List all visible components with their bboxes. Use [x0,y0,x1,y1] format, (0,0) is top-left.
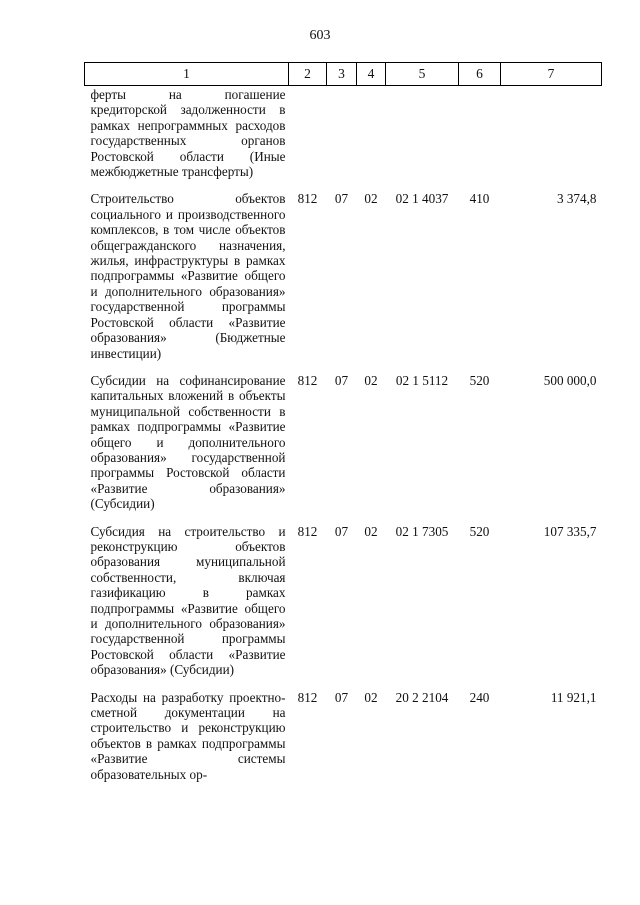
row-amount: 3 374,8 [556,191,597,207]
table-row [85,690,602,794]
row-code: 812 [297,523,318,539]
row-description: Строительство объектов социального и производственного комплексов, в том числе объектов общегражданского назначения, жилья, инфраструктуры в рамках подпрограммы «Развитие общего и дополнительного образования» государственной программы Ростовской области «Развитие образования» (Бюджетные инвестиции) [90,191,286,361]
row-amount: 500 000,0 [543,372,597,388]
row-description: Субсидии на софинансирование капитальных вложений в объекты муниципальной собственности в рамках подпрограммы «Развитие общего и дополнительного образования» государственной программы Ростовской области «Развитие образования» (Субсидии) [90,372,286,512]
row-expense-type: 520 [469,523,490,539]
row-code [289,86,327,192]
column-header-description: 1 [85,63,289,86]
column-header-section: 3 [327,63,357,86]
row-subsection: 02 [364,191,378,207]
row-code: 812 [297,689,318,705]
column-header-target: 5 [386,63,459,86]
row-target: 02 1 5112 [395,372,449,388]
row-section: 07 [334,191,349,207]
row-subsection: 02 [364,689,378,705]
row-target: 02 1 7305 [395,523,449,539]
column-header-amount: 7 [501,63,602,86]
row-target: 02 1 4037 [395,191,449,207]
row-amount: 107 335,7 [543,523,597,539]
row-amount: 11 921,1 [550,689,597,705]
row-description: Расходы на разработку проектно-сметной документации на строительство и реконструкцию объектов в рамках подпрограммы «Развитие системы образовательных ор- [90,689,286,782]
row-code: 812 [297,372,318,388]
row-expense-type: 240 [469,689,490,705]
budget-table [84,62,602,794]
row-amount [501,86,602,192]
header-row [85,63,602,86]
column-header-subsection: 4 [357,63,386,86]
page-number: 603 [309,28,331,43]
column-header-expense-type: 6 [459,63,501,86]
column-header-code: 2 [289,63,327,86]
row-expense-type: 410 [469,191,490,207]
table-row [85,524,602,690]
row-code: 812 [297,191,318,207]
row-target [386,86,459,192]
row-description: ферты на погашение кредиторской задолженности в рамках непрограммных расходов государственных органов Ростовской области (Иные межбюджетные трансферты) [90,87,286,180]
table-body [85,86,602,795]
row-section: 07 [334,372,349,388]
table-row [85,191,602,372]
table-row [85,373,602,524]
row-subsection: 02 [364,372,378,388]
row-description: Субсидия на строительство и реконструкцию объектов образования муниципальной собственности, включая газификацию в рамках подпрограммы «Развитие общего и дополнительного образования» государственной программы Ростовской области «Развитие образования» (Субсидии) [90,523,286,678]
row-expense-type [459,86,501,192]
table-header [85,63,602,86]
row-expense-type: 520 [469,372,490,388]
row-section: 07 [334,523,349,539]
row-section [327,86,357,192]
row-subsection [357,86,386,192]
row-target: 20 2 2104 [395,689,449,705]
row-subsection: 02 [364,523,378,539]
table-row [85,86,602,192]
row-section: 07 [334,689,349,705]
